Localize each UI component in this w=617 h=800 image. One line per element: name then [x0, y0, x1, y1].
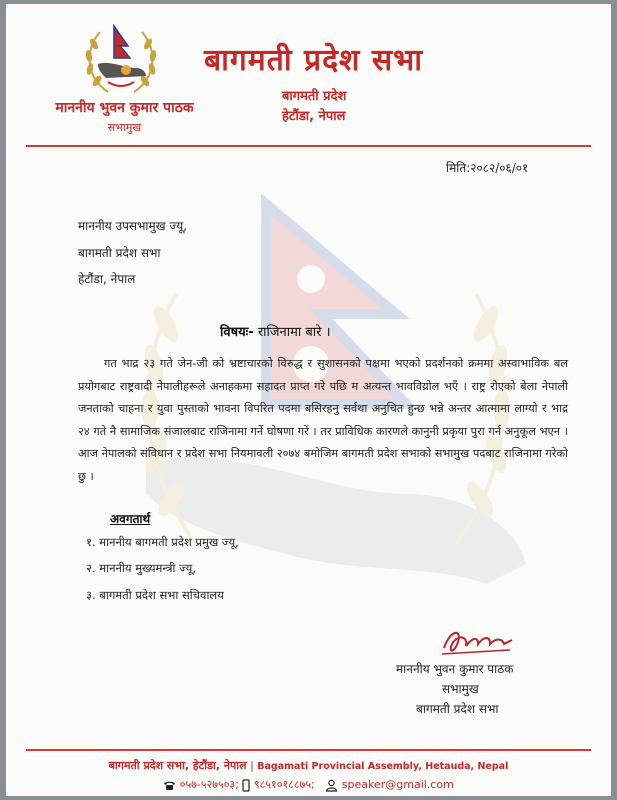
footer-address-nepali: बागमती प्रदेश सभा, हेटौंडा, नेपाल	[108, 759, 247, 772]
signatory-name: माननीय भुवन कुमार पाठक	[396, 662, 514, 676]
footer-address	[6, 758, 611, 773]
signature-mark	[438, 624, 518, 660]
subject-text: राजिनामा बारे ।	[257, 325, 331, 340]
footer-separator: |	[250, 759, 254, 772]
header-divider	[26, 145, 591, 147]
phone-icon	[163, 780, 176, 791]
footer-divider	[26, 749, 591, 751]
assembly-title: बागमती प्रदेश सभा	[204, 43, 424, 78]
speaker-name: माननीय भुवन कुमार पाठक	[55, 100, 194, 116]
letter-date: मिति:२०८२/०६/०१	[446, 161, 529, 175]
recipient-line1: माननीय उपसभामुख ज्यू,	[78, 219, 187, 233]
subject-line	[220, 322, 331, 340]
footer-address-english: Bagamati Provincial Assembly, Hetauda, Nepal	[257, 761, 509, 772]
assembly-location: हेटौंडा, नेपाल	[282, 109, 346, 124]
footer-contacts	[6, 777, 611, 792]
assembly-province: बागमती प्रदेश	[282, 89, 347, 104]
nepal-emblem-icon	[78, 20, 164, 100]
cc-item: ३. बागमती प्रदेश सभा सचिवालय	[86, 588, 224, 602]
footer-email: speaker@gmail.com	[341, 778, 454, 791]
footer-phone: ०५७-५२७५०३;	[179, 778, 239, 791]
signatory-title: सभामुख	[442, 682, 479, 696]
signatory-org: बागमती प्रदेश सभा	[416, 702, 499, 716]
letterhead	[6, 4, 611, 149]
recipient-line3: हेटौंडा, नेपाल	[78, 272, 136, 286]
email-icon	[325, 779, 338, 792]
mobile-icon	[242, 779, 250, 792]
cc-item: २. माननीय मुख्यमन्त्री ज्यू,	[86, 561, 196, 575]
speaker-title: सभामुख	[107, 121, 142, 134]
cc-title: अवगतार्थ	[110, 512, 151, 526]
footer-mobile: ९८५१०१८८७५;	[253, 778, 315, 791]
letter-page	[6, 4, 611, 796]
letter-body: गत भाद्र २३ गते जेन-जी को भ्रष्टाचारको विरुद्ध र सुशासनको पक्षमा भएको प्रदर्शनको क्रममा अस्वाभाविक बल प्रयोगबाट राष्ट्रवादी नेपालीहरूले अनाहकमा सहादत प्राप्त गरे पछि म अत्यन्त भावविय्रोल भएँ । राष्ट्र रोएको बेला नेपाली जनताको चाहना र युवा पुस्ताको भावना विपरित पदमा बसिरहनु सर्वथा अनुचित हुन्छ भन्ने अन्तर आत्मामा लाग्यो र भाद्र २४ गते नै सामाजिक संजालबाट राजिनामा गर्ने घोषणा गरें । तर प्राविधिक कारणले कानुनी प्रकृया पुरा गर्न अनुकूल भएन । आज नेपालको संविधान र प्रदेश सभा नियमावली २०७४ बमोजिम बागमती प्रदेश सभाको सभामुख पदबाट राजिनामा गरेको छु ।	[78, 357, 568, 483]
recipient-line2: बागमती प्रदेश सभा	[78, 246, 161, 260]
cc-item: १. माननीय बागमती प्रदेश प्रमुख ज्यू,	[86, 535, 239, 549]
subject-label: विषयः-	[220, 325, 254, 340]
